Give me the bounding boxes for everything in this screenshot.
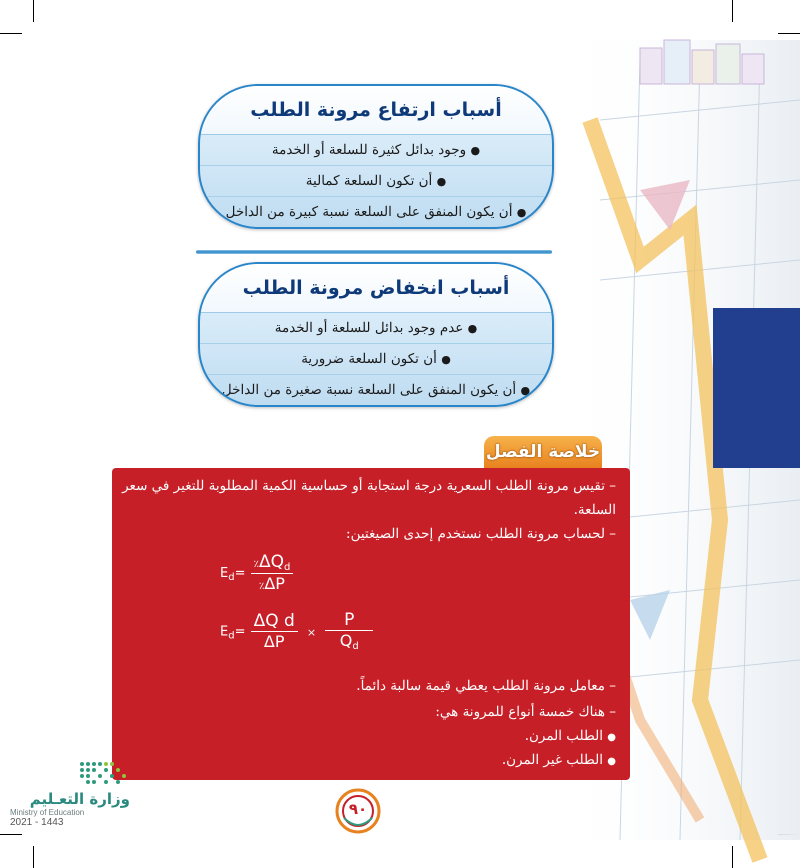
summary-line-4: – هناك خمسة أنواع للمرونة هي: [435, 704, 616, 720]
list-item [200, 344, 552, 375]
formula-ratio [220, 610, 373, 652]
formula-lhs-sub: d [228, 630, 235, 642]
summary-line-2: – لحساب مرونة الطلب نستخدم إحدى الصيغتين: [346, 526, 616, 542]
formula-num-sub: d [283, 562, 291, 573]
formula-lhs: E [220, 566, 229, 581]
ministry-year: 2021 - 1443 [10, 817, 64, 828]
bullet-icon: ● [520, 384, 531, 397]
summary-tab-label: خلاصة الفصل [485, 442, 601, 462]
list-item-text: أن يكون المنفق على السلعة نسبة كبيرة من الداخل [225, 204, 513, 220]
ministry-arabic-name: وزارة التعـليم [29, 790, 130, 808]
list-item-text: أن تكون السلعة كمالية [305, 173, 433, 189]
formula-lhs: E [220, 624, 229, 640]
low-elasticity-title: أسباب انخفاض مرونة الطلب [242, 277, 510, 299]
low-elasticity-box [198, 262, 554, 407]
list-item [200, 313, 552, 344]
formula-lhs-sub: d [228, 572, 235, 583]
formula-num: P [325, 610, 373, 631]
ministry-logo [10, 760, 130, 828]
high-elasticity-title: أسباب ارتفاع مرونة الطلب [250, 99, 502, 121]
list-item-text: أن يكون المنفق على السلعة نسبة صغيرة من الداخل [221, 382, 517, 398]
bullet-icon: ● [441, 353, 451, 366]
list-item [200, 135, 552, 166]
high-elasticity-box [198, 84, 554, 229]
bullet-icon: ● [467, 322, 478, 335]
summary-line-3: – معامل مرونة الطلب يعطي قيمة سالبة دائماً. [356, 678, 616, 694]
summary-bullet-2 [502, 752, 616, 768]
pct-sign: ٪ [258, 581, 265, 592]
bullet-icon: ● [607, 756, 616, 767]
summary-tab [484, 436, 602, 468]
formula-den: Q [339, 631, 353, 650]
formula-fraction [251, 611, 298, 651]
pct-sign: ٪ [253, 559, 259, 570]
box-title-bar [200, 264, 552, 313]
box-title-bar [200, 86, 552, 135]
formula-num: ΔQ d [251, 611, 298, 632]
formula-num: ΔQ [258, 552, 284, 572]
formula-percentage [220, 552, 293, 593]
list-item-text: أن تكون السلعة ضرورية [301, 351, 437, 367]
bullet-text: الطلب المرن. [524, 728, 603, 744]
bullet-icon: ● [516, 206, 527, 219]
summary-line-1: – تقيس مرونة الطلب السعرية درجة استجابة أو حساسية الكمية المطلوبة للتغير في سعر [122, 478, 616, 494]
formula-eq: = [234, 566, 246, 581]
list-item [200, 375, 552, 405]
bullet-icon: ● [470, 144, 481, 157]
list-item-text: عدم وجود بدائل للسلعة أو الخدمة [274, 320, 464, 336]
summary-bullet-1 [525, 728, 616, 744]
bullet-icon: ● [607, 732, 616, 743]
ministry-english-name: Ministry of Education [10, 808, 85, 817]
summary-panel [112, 468, 630, 780]
formula-fraction [325, 610, 373, 652]
list-item [200, 166, 552, 197]
bullet-icon: ● [436, 175, 447, 188]
list-item [200, 197, 552, 227]
summary-line-1b: السلعة. [573, 502, 616, 518]
section-divider [196, 250, 552, 254]
page-number: ٩٠ [348, 800, 368, 818]
list-item-text: وجود بدائل كثيرة للسلعة أو الخدمة [271, 142, 467, 158]
formula-den: ΔP [264, 574, 285, 593]
page-number-badge [335, 788, 381, 834]
bullet-text: الطلب غير المرن. [501, 752, 603, 768]
formula-fraction [251, 552, 294, 593]
formula-den: ΔP [263, 632, 285, 651]
blue-side-block [713, 308, 800, 468]
ministry-dots-icon [10, 760, 130, 786]
formula-den-sub: d [352, 641, 359, 652]
formula-eq: = [234, 624, 246, 640]
times-sign: × [306, 625, 317, 639]
